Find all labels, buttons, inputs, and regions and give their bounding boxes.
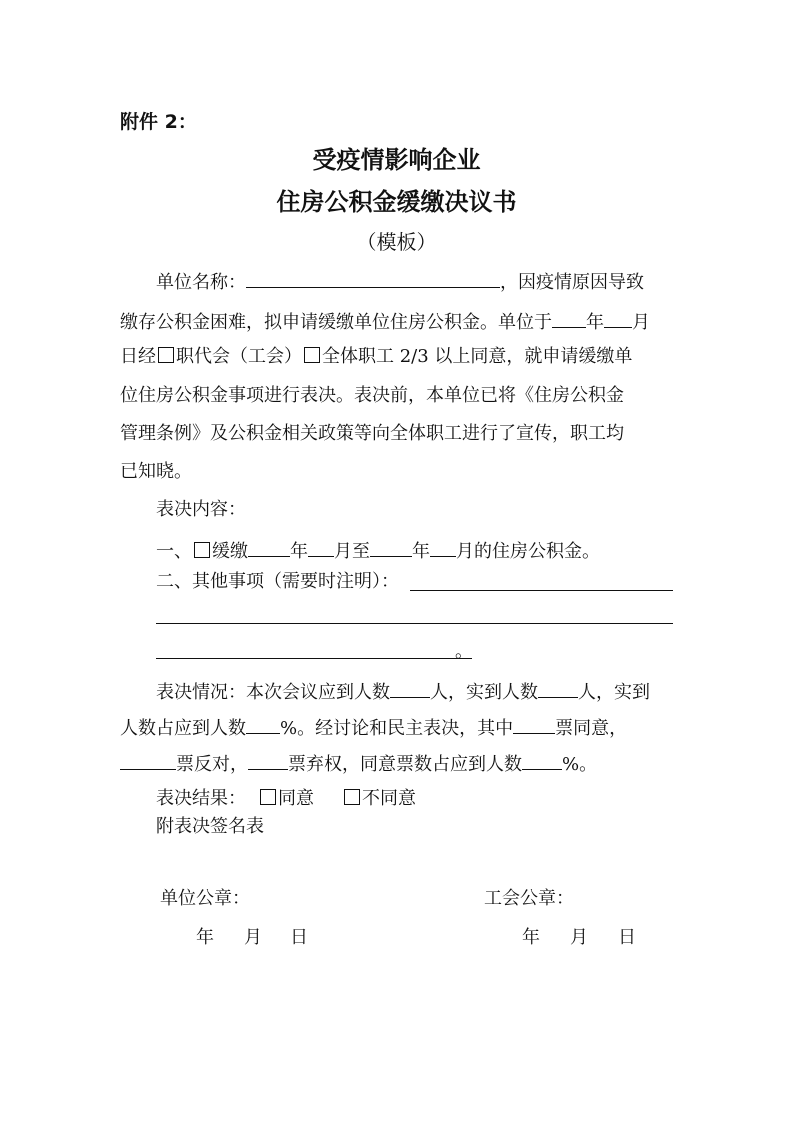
para1-text: 职代会（工会） [176,346,302,367]
para1-text: 全体职工 2/3 以上同意，就申请缓缴单 [322,346,633,367]
item1-text: 月至 [334,541,370,562]
end-month-field[interactable] [430,536,456,557]
unit-date-month: 月 [244,927,262,948]
unit-name-label: 单位名称： [156,272,246,293]
para1-text: 年 [586,312,604,333]
para1-line5: 管理条例》及公积金相关政策等向全体职工进行了宣传，职工均 [120,423,624,444]
vote-line2 [120,713,676,741]
para1-line6: 已知晓。 [120,461,192,482]
subtitle: （模板） [356,230,437,254]
para1-line4: 位住房公积金事项进行表决。表决前，本单位已将《住房公积金 [120,385,624,406]
month-field[interactable] [604,307,632,328]
content-item1 [120,536,676,564]
year-field[interactable] [552,307,586,328]
vote-text: 人，实到人数 [430,682,538,703]
vote-text: 票反对， [176,754,248,775]
disagree-label: 不同意 [362,788,416,809]
start-month-field[interactable] [308,536,334,557]
para1-text: ，因疫情原因导致 [500,272,644,293]
agree-label: 同意 [278,788,314,809]
other-items-field-1[interactable] [410,590,673,591]
vote-text: 表决情况：本次会议应到人数 [156,682,390,703]
attendance-percent-field[interactable] [246,713,280,734]
para1-text: 月 [632,312,650,333]
content-label-line [120,498,676,522]
end-year-field[interactable] [370,536,412,557]
union-seal-label: 工会公章： [484,888,574,909]
item1-prefix: 一、 [156,541,192,562]
actual-count-field[interactable] [538,677,578,698]
abstain-votes-field[interactable] [248,749,288,770]
content-label: 表决内容： [156,499,246,520]
para1-line3 [120,345,676,369]
item1-text: 年 [412,541,430,562]
workers-congress-checkbox[interactable] [158,347,174,363]
vote-text: %。 [562,754,598,775]
union-date-day: 日 [618,927,636,948]
unit-date-year: 年 [196,927,214,948]
attach-sign-table: 附表决签名表 [156,816,264,837]
result-label: 表决结果： [156,788,246,809]
vote-line1 [120,677,676,705]
union-date-month: 月 [570,927,588,948]
vote-line3 [120,749,676,777]
item1-text: 缓缴 [212,541,248,562]
unit-date-day: 日 [290,927,308,948]
item1-text: 月的住房公积金。 [456,541,600,562]
unit-name-field[interactable] [246,267,500,288]
para1-text: 日经 [120,346,156,367]
all-staff-checkbox[interactable] [304,347,320,363]
attach-sign-line [120,815,676,839]
disagree-checkbox[interactable] [344,789,360,805]
vote-text: 人，实到 [578,682,650,703]
vote-text: 票同意， [555,718,628,739]
defer-checkbox[interactable] [194,542,210,558]
oppose-votes-field[interactable] [120,749,176,770]
other-items-field-3[interactable] [156,658,472,659]
union-date-year: 年 [522,927,540,948]
start-year-field[interactable] [248,536,290,557]
item1-text: 年 [290,541,308,562]
item2-label: 二、其他事项（需要时注明）： [156,571,399,592]
vote-text: 票弃权，同意票数占应到人数 [288,754,522,775]
vote-text: %。经讨论和民主表决，其中 [280,718,514,739]
attachment-label: 附件 2： [120,111,197,133]
para1-text: 缴存公积金困难，拟申请缓缴单位住房公积金。单位于 [120,312,552,333]
title-line-2: 住房公积金缓缴决议书 [276,188,517,216]
para1-line2 [120,307,676,335]
agree-votes-field[interactable] [513,713,555,734]
expected-count-field[interactable] [390,677,430,698]
para1-line1 [120,267,676,295]
unit-seal-label: 单位公章： [160,888,250,909]
other-items-period: 。 [455,641,473,662]
agree-checkbox[interactable] [260,789,276,805]
result-line [120,787,676,811]
agree-percent-field[interactable] [522,749,562,770]
other-items-field-2[interactable] [156,623,673,624]
title-line-1: 受疫情影响企业 [312,146,481,174]
vote-text: 人数占应到人数 [120,718,246,739]
